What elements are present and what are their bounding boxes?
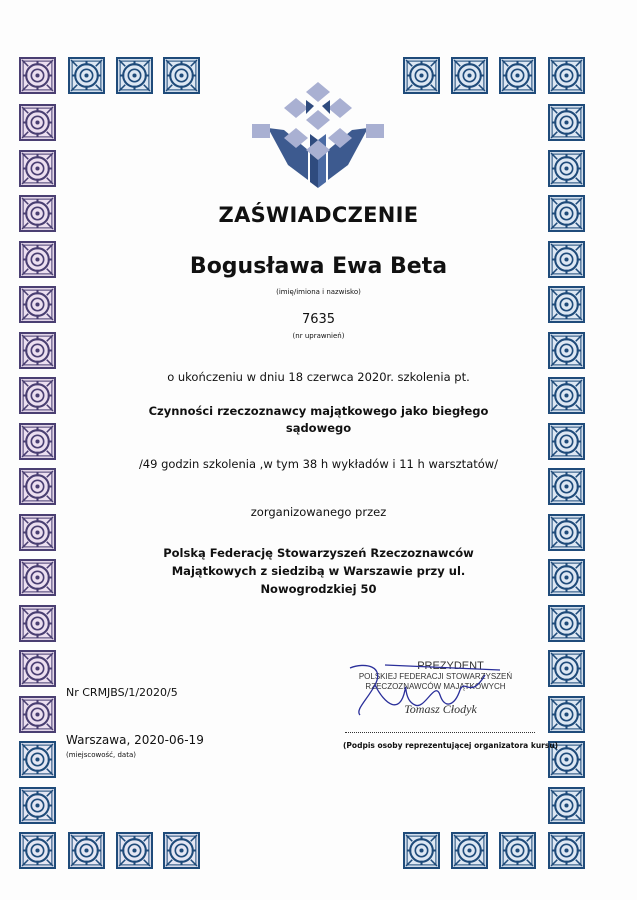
license-number: 7635	[301, 312, 336, 327]
border-tile	[19, 741, 56, 778]
border-tile	[451, 57, 488, 94]
course-title-line2: sądowego	[285, 421, 352, 435]
border-tile	[68, 832, 105, 869]
license-caption: (nr uprawnień)	[292, 332, 345, 340]
border-tile	[19, 150, 56, 187]
border-tile	[68, 57, 105, 94]
course-title-line1: Czynności rzeczoznawcy majątkowego jako biegłego	[148, 404, 489, 418]
border-tile	[19, 57, 56, 94]
border-tile	[116, 832, 153, 869]
place-date-caption: (miejscowość, data)	[66, 751, 136, 759]
signature-caption: (Podpis osoby reprezentującej organizatora kursu)	[343, 741, 559, 750]
border-tile	[19, 104, 56, 141]
recipient-name: Bogusława Ewa Beta	[189, 254, 448, 279]
border-tile	[548, 57, 585, 94]
border-tile	[548, 605, 585, 642]
border-tile	[403, 832, 440, 869]
course-title	[0, 403, 637, 437]
organizer	[0, 544, 637, 598]
border-tile	[19, 605, 56, 642]
border-tile	[163, 57, 200, 94]
border-tile	[19, 468, 56, 505]
border-tile	[548, 150, 585, 187]
border-tile	[548, 650, 585, 687]
document-title: ZAŚWIADCZENIE	[218, 203, 419, 227]
border-tile	[548, 832, 585, 869]
completion-line: o ukończeniu w dniu 18 czerwca 2020r. szkolenia pt.	[167, 370, 470, 384]
organized-by: zorganizowanego przez	[250, 505, 387, 519]
border-tile	[116, 57, 153, 94]
signature-line	[345, 732, 535, 733]
name-caption: (imię/imiona i nazwisko)	[276, 288, 361, 296]
border-tile	[19, 650, 56, 687]
place-date: Warszawa, 2020-06-19	[66, 733, 204, 747]
border-tile	[19, 832, 56, 869]
border-tile	[19, 787, 56, 824]
federation-logo	[248, 70, 388, 190]
border-tile	[403, 57, 440, 94]
border-tile	[548, 104, 585, 141]
handwritten-signature	[345, 660, 515, 720]
organizer-line1: Polską Federację Stowarzyszeń Rzeczoznawców	[163, 546, 474, 560]
border-tile	[19, 696, 56, 733]
certificate-number: Nr CRMJBS/1/2020/5	[66, 686, 178, 699]
organizer-line2: Majątkowych z siedzibą w Warszawie przy ul.	[171, 564, 466, 578]
border-tile	[548, 696, 585, 733]
stamp-signer: Tomasz Cłodyk	[404, 702, 477, 716]
stamp-role: PREZYDENT	[417, 660, 484, 672]
border-tile	[548, 787, 585, 824]
border-tile	[499, 57, 536, 94]
border-tile	[499, 832, 536, 869]
stamp-line2: RZECZOZNAWCÓW MAJĄTKOWYCH	[365, 682, 506, 691]
border-tile	[451, 832, 488, 869]
border-tile	[548, 468, 585, 505]
border-tile	[163, 832, 200, 869]
organizer-line3: Nowogrodzkiej 50	[260, 582, 377, 596]
stamp-line1: POLSKIEJ FEDERACJI STOWARZYSZEŃ	[358, 672, 513, 681]
hours-line: /49 godzin szkolenia ,w tym 38 h wykładów i 11 h warsztatów/	[138, 457, 499, 471]
